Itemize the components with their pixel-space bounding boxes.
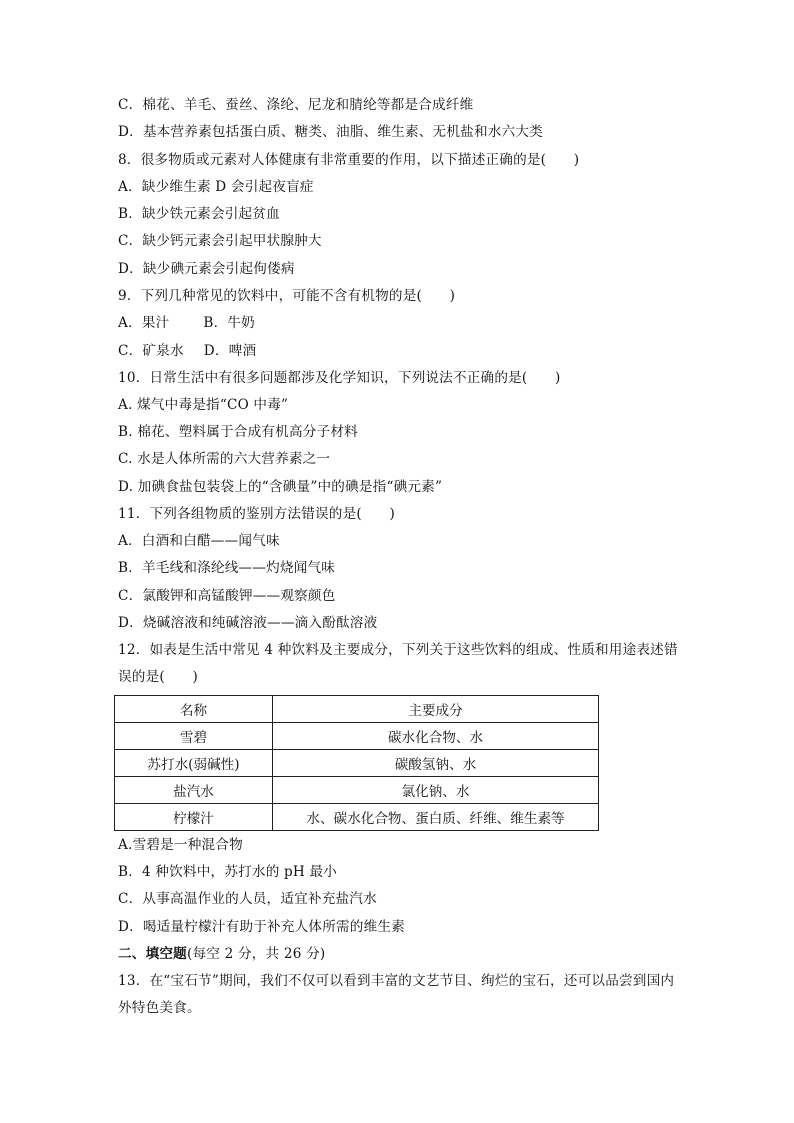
table-header-row	[115, 696, 599, 723]
question-10-option-d: D. 加碘食盐包装袋上的“含碘量”中的碘是指“碘元素”	[118, 479, 443, 495]
question-10-option-b: B. 棉花、塑料属于合成有机高分子材料	[118, 424, 358, 440]
table-cell: 雪碧	[115, 723, 273, 750]
table-cell: 水、碳水化合物、蛋白质、纤维、维生素等	[273, 804, 599, 831]
question-11-option-a: A．白酒和白醋——闻气味	[118, 533, 280, 549]
question-13-line-1: 13．在“宝石节”期间，我们不仅可以看到丰富的文艺节目、绚烂的宝石，还可以品尝到国内	[118, 973, 675, 989]
table-row	[115, 777, 599, 804]
beverage-composition-table	[114, 695, 599, 831]
question-9-option-c: C．矿泉水	[118, 343, 184, 359]
question-8-option-c: C．缺少钙元素会引起甲状腺肿大	[118, 233, 322, 249]
question-9-option-d: D．啤酒	[203, 343, 257, 359]
question-9-options-cd	[118, 342, 256, 360]
table-cell: 碳酸氢钠、水	[273, 750, 599, 777]
table-row	[115, 750, 599, 777]
table-header-name: 名称	[115, 696, 273, 723]
question-12-option-d: D．喝适量柠檬汁有助于补充人体所需的维生素	[118, 919, 405, 935]
question-9: 9．下列几种常见的饮料中，可能不含有机物的是( )	[118, 288, 456, 304]
question-10-option-a: A. 煤气中毒是指“CO 中毒”	[118, 397, 289, 413]
question-12-line-1: 12．如表是生活中常见 4 种饮料及主要成分，下列关于这些饮料的组成、性质和用途表述错	[118, 642, 678, 658]
question-12-option-c: C．从事高温作业的人员，适宜补充盐汽水	[118, 891, 377, 907]
question-13-line-2: 外特色美食。	[118, 1000, 201, 1016]
question-8: 8．很多物质或元素对人体健康有非常重要的作用，以下描述正确的是( )	[118, 152, 580, 168]
question-9-option-a: A．果汁	[118, 315, 170, 331]
question-11-option-d: D．烧碱溶液和纯碱溶液——滴入酚酞溶液	[118, 615, 378, 631]
question-9-options-ab	[118, 314, 255, 332]
question-12-option-b: B．4 种饮料中，苏打水的 pH 最小	[118, 864, 338, 880]
table-cell: 盐汽水	[115, 777, 273, 804]
question-11-option-c: C．氯酸钾和高锰酸钾——观察颜色	[118, 588, 336, 604]
question-8-option-b: B．缺少铁元素会引起贫血	[118, 206, 280, 222]
table-header-components: 主要成分	[273, 696, 599, 723]
question-11-option-b: B．羊毛线和涤纶线——灼烧闻气味	[118, 560, 336, 576]
option-c-line: C．棉花、羊毛、蚕丝、涤纶、尼龙和腈纶等都是合成纤维	[118, 97, 474, 113]
table-cell: 苏打水(弱碱性)	[115, 750, 273, 777]
question-8-option-a: A．缺少维生素 D 会引起夜盲症	[118, 179, 314, 195]
question-9-option-b: B．牛奶	[203, 315, 255, 331]
table-row	[115, 804, 599, 831]
option-d-line: D．基本营养素包括蛋白质、糖类、油脂、维生素、无机盐和水六大类	[118, 124, 543, 140]
section-2-note: (每空 2 分，共 26 分)	[186, 946, 326, 962]
question-12-option-a: A.雪碧是一种混合物	[118, 837, 243, 853]
section-2-heading	[118, 945, 325, 963]
table-cell: 柠檬汁	[115, 804, 273, 831]
question-8-option-d: D．缺少碘元素会引起佝偻病	[118, 261, 295, 277]
question-12-line-2: 误的是( )	[118, 669, 198, 685]
table-cell: 碳水化合物、水	[273, 723, 599, 750]
question-10-option-c: C. 水是人体所需的六大营养素之一	[118, 451, 331, 467]
question-11: 11．下列各组物质的鉴别方法错误的是( )	[118, 506, 395, 522]
table-row	[115, 723, 599, 750]
table-cell: 氯化钠、水	[273, 777, 599, 804]
section-2-title: 二、填空题	[118, 946, 187, 962]
question-10: 10．日常生活中有很多问题都涉及化学知识，下列说法不正确的是( )	[118, 370, 561, 386]
